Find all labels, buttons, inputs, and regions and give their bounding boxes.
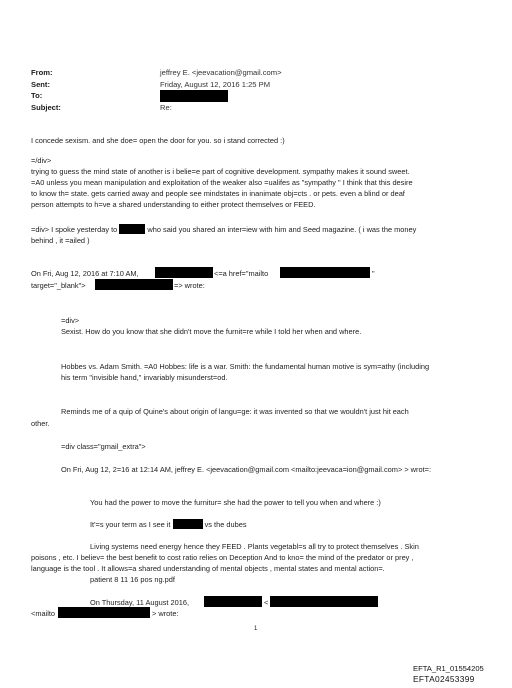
quote1-on-start: On Fri, Aug 12, 2016 at 7:10 AM,	[31, 269, 139, 278]
quote1-redaction-3	[95, 279, 173, 290]
quote2-living-line-3: language is the tool . It allows=a shared understanding of mental objects , mental states and mental action=.	[31, 564, 385, 573]
subject-label: Subject:	[31, 103, 61, 112]
reply-para-line-2: =A0 unless you mean manipulation and exploitation of the weaker also =ualifes as "sympathy " I think that this desire	[31, 178, 413, 187]
quote1-target: target="_blank">	[31, 281, 86, 290]
quote2-term-end: vs the dubes	[204, 520, 247, 529]
quote3-redaction-2	[270, 596, 378, 607]
quote1-wrote: => wrote:	[174, 281, 205, 290]
quote3-wrote: > wrote:	[152, 609, 179, 618]
spoke-line-1-start: =div> I spoke yesterday to	[31, 225, 118, 234]
quote1-redaction-1	[155, 267, 213, 278]
quote2-living-line-2: poisons , etc. I believ= the best benefit to cost ratio relies on Deception And to kno= the mind of the predator or prey ,	[31, 553, 414, 562]
reply-para-line-1: trying to guess the mind state of another is i belie=e part of cognitive development. sympathy makes it sound sweet.	[31, 167, 410, 176]
to-redaction	[160, 90, 228, 102]
quote1-redaction-2	[280, 267, 370, 278]
from-label: From:	[31, 68, 53, 77]
quote2-attachment[interactable]: patient 8 11 16 pos ng.pdf	[90, 575, 175, 584]
quote2-on: On Fri, Aug 12, 2=16 at 12:14 AM, jeffrey E. <jeevacation@gmail.com <mailto:jeevaca=ion@gmail.com> > wrot=:	[61, 465, 432, 474]
quote1-href: <=a href="mailto	[214, 269, 269, 278]
spoke-redaction	[119, 224, 145, 234]
page-number: 1	[254, 626, 258, 632]
quote3-redaction-1	[204, 596, 262, 607]
quote1-div: =div>	[61, 316, 80, 325]
quote2-term-start: It'=s your term as I see it	[90, 520, 171, 529]
quote3-redaction-3	[58, 607, 150, 618]
spoke-line-2: behind , it =ailed )	[31, 236, 90, 245]
spoke-line-1	[31, 224, 416, 235]
quote2-power: You had the power to move the furnitur= she had the power to tell you when and where :)	[90, 498, 381, 507]
quote1-hobbes-line-2: his term "invisible hand," invariably misunderst=od.	[61, 373, 228, 382]
quote1-quote-mark: "	[372, 269, 375, 278]
doc-id: EFTA_R1_01554205	[413, 664, 484, 673]
spoke-line-1-end: who said you shared an inter=iew with him and Seed magazine. ( i was the money	[147, 225, 417, 234]
reply-div-close: =/div>	[31, 156, 52, 165]
sent-value: Friday, August 12, 2016 1:25 PM	[160, 80, 271, 89]
quote3-on: On Thursday, 11 August 2016,	[90, 598, 190, 607]
quote1-quine-line-1: Reminds me of a quip of Quine's about origin of langu=ge: it was invented so that we wouldn't just hit each	[61, 407, 409, 416]
sent-label: Sent:	[31, 80, 50, 89]
quote2-term-redaction	[173, 519, 203, 529]
quote2-living-line-1: Living systems need energy hence they FEED . Plants vegetabl=s all try to protect themselves . Skin	[90, 542, 419, 551]
quote1-hobbes-line-1: Hobbes vs. Adam Smith. =A0 Hobbes: life is a war. Smith: the fundamental human motive is sym=athy (including	[61, 362, 430, 371]
quote3-lt: <	[264, 598, 269, 607]
subject-value: Re:	[160, 103, 172, 112]
quote3-mailto: <mailto	[31, 609, 56, 618]
reply-line-1: I concede sexism. and she doe= open the door for you. so i stand corrected :)	[31, 136, 285, 145]
quote1-quine-line-2: other.	[31, 419, 50, 428]
to-label: To:	[31, 91, 43, 100]
bates-number: EFTA02453399	[413, 674, 475, 684]
from-value: jeffrey E. <jeevacation@gmail.com>	[160, 68, 282, 77]
reply-para-line-3: to know th= state. gets carried away and people see mindstates in inanimate obj=cts . or pets. even a blind or deaf	[31, 189, 405, 198]
quote1-gmail-extra: =div class="gmail_extra">	[61, 442, 146, 451]
reply-para-line-4: person attempts to h=ve a shared understanding to either protect themselves or FEED.	[31, 200, 316, 209]
quote1-sexist: Sexist. How do you know that she didn't move the furnit=re while I told her when and where.	[61, 327, 362, 336]
quote2-term	[90, 519, 247, 530]
